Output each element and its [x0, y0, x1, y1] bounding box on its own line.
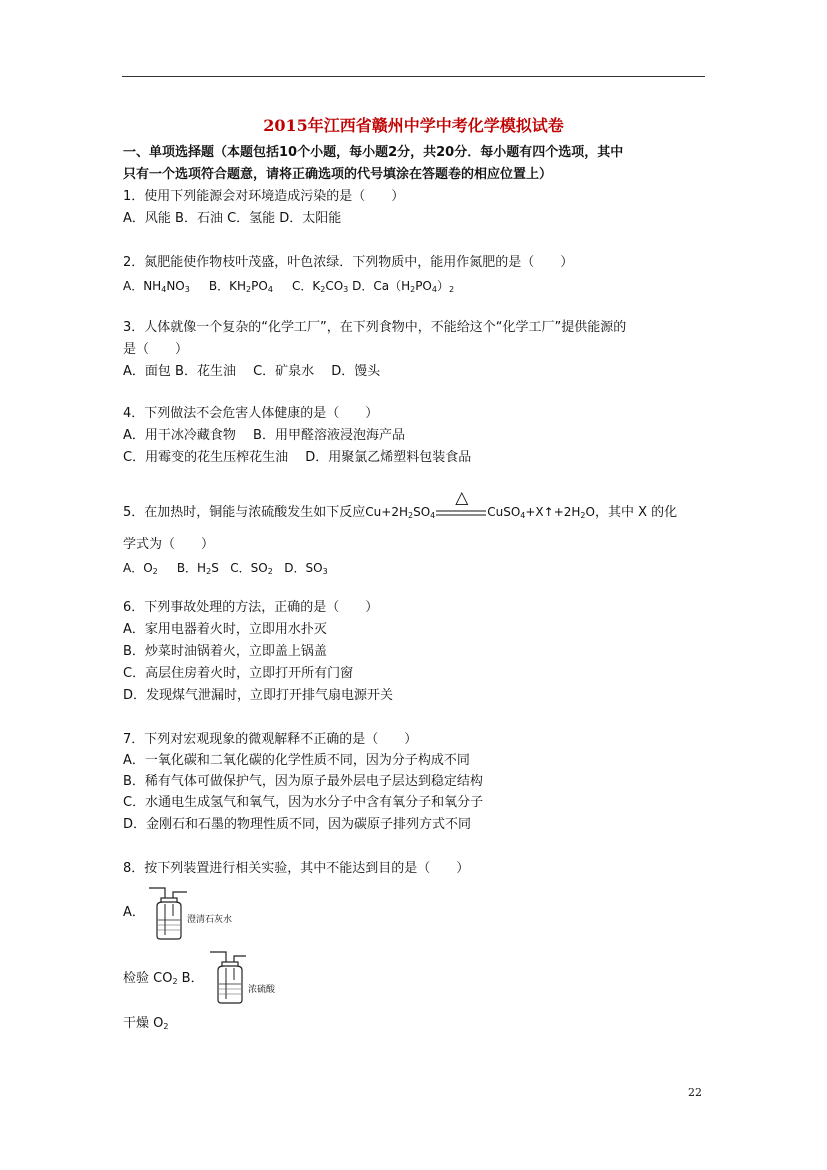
bottle-a-reagent-label: 澄清石灰水: [187, 915, 233, 925]
question-2-stem: 2．氮肥能使作物枝叶茂盛，叶色浓绿．下列物质中，能用作氮肥的是（ ）: [123, 255, 574, 270]
question-3-options: A．面包 B．花生油 C．矿泉水 D．馒头: [123, 364, 381, 379]
gas-bottle-b-icon: [206, 948, 296, 1006]
option-d: D．$Ca(H_2PO_4)_2$: [352, 279, 455, 294]
page-number: 22: [688, 1086, 702, 1099]
question-8-stem: 8．按下列装置进行相关实验，其中不能达到目的是（ ）: [123, 861, 470, 876]
question-5-options: A．$O_2$ B．$H_2S$ C．$SO_2$ D．$SO_3$: [123, 561, 328, 576]
question-4-stem: 4．下列做法不会危害人体健康的是（ ）: [123, 406, 379, 421]
question-5-stem: 5．在加热时，铜能与浓硫酸发生如下反应$Cu+2H_2SO_4$ △ $CuSO_4+X↑+2H_2O$，其中 X 的化: [123, 488, 678, 520]
question-8-option-b-caption: 干燥 $O_2$: [123, 1016, 169, 1031]
section-heading-line2: 只有一个选项符合题意，请将正确选项的代号填涂在答题卷的相应位置上）: [123, 167, 553, 182]
question-1-stem: 1．使用下列能源会对环境造成污染的是（ ）: [123, 189, 405, 204]
question-3-stem-line1: 3．人体就像一个复杂的“化学工厂”，在下列食物中，不能给这个“化学工厂”提供能源的: [123, 320, 627, 335]
header-rule: [122, 76, 705, 77]
option-a: A．$NH_4NO_3$: [123, 279, 190, 294]
question-7-option-a: A．一氧化碳和二氧化碳的化学性质不同，因为分子构成不同: [123, 753, 470, 768]
bottle-b-reagent-label: 浓硫酸: [248, 985, 276, 995]
question-4-options-row1: A．用干冰冷藏食物 B．用甲醛溶液浸泡海产品: [123, 428, 405, 443]
option-b: B．$KH_2PO_4$: [208, 279, 273, 294]
reaction-condition: [435, 488, 487, 521]
question-6-option-c: C．高层住房着火时，立即打开所有门窗: [123, 666, 354, 681]
section-heading-line1: 一、单项选择题（本题包括10个小题，每小题2分，共20分．每小题有四个选项，其中: [123, 145, 624, 160]
question-7-option-c: C．水通电生成氢气和氧气，因为水分子中含有氧分子和氧分子: [123, 795, 484, 810]
question-2-options: [123, 277, 454, 299]
question-7-option-b: B．稀有气体可做保护气，因为原子最外层电子层达到稳定结构: [123, 774, 483, 789]
question-7-option-d: D．金刚石和石墨的物理性质不同，因为碳原子排列方式不同: [123, 817, 472, 832]
question-8-option-a-caption: 检验 $CO_2$ B．: [123, 971, 204, 986]
question-6-option-a: A．家用电器着火时，立即用水扑灭: [123, 622, 327, 637]
question-6-option-d: D．发现煤气泄漏时，立即打开排气扇电源开关: [123, 688, 394, 703]
question-6-stem: 6．下列事故处理的方法，正确的是（ ）: [123, 600, 379, 615]
question-5-stem-line2: 学式为（ ）: [123, 537, 215, 552]
gas-washing-bottle-a: [143, 884, 253, 946]
question-1-options: A．风能 B．石油 C．氢能 D．太阳能: [123, 211, 342, 226]
gas-washing-bottle-b: [206, 948, 296, 1010]
double-line-arrow: [435, 507, 487, 519]
reaction-equation: $Cu+2H_2SO_4$ △ $CuSO_4+X↑+2H_2O$: [365, 488, 595, 520]
question-7-stem: 7．下列对宏观现象的微观解释不正确的是（ ）: [123, 732, 418, 747]
heat-triangle: △: [455, 488, 469, 508]
question-3-stem-line2: 是（ ）: [123, 342, 189, 357]
question-4-options-row2: C．用霉变的花生压榨花生油 D．用聚氯乙烯塑料包装食品: [123, 450, 472, 465]
page-title: 2015年江西省赣州中学中考化学模拟试卷: [263, 116, 564, 135]
question-6-option-b: B．炒菜时油锅着火，立即盖上锅盖: [123, 644, 327, 659]
option-c: C．$K_2CO_3$: [292, 279, 349, 294]
question-8-option-a-label: A．: [123, 905, 145, 920]
